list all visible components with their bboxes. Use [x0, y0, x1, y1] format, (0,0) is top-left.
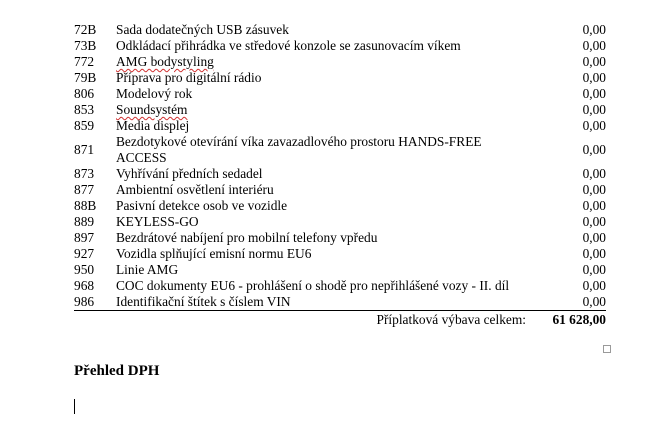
table-row	[74, 182, 606, 198]
option-price: 0,00	[582, 198, 606, 213]
option-code: 968	[74, 278, 95, 293]
option-price: 0,00	[582, 214, 606, 229]
spellcheck-word[interactable]: Soundsystém	[116, 102, 188, 117]
option-price: 0,00	[582, 230, 606, 245]
option-code: 79B	[74, 70, 97, 85]
option-price: 0,00	[582, 166, 606, 181]
option-price: 0,00	[582, 54, 606, 69]
text-cursor	[74, 399, 75, 414]
equipment-rows	[74, 22, 606, 328]
table-row	[74, 22, 606, 38]
table-row	[74, 86, 606, 102]
table-row	[74, 262, 606, 278]
option-description: Identifikační štítek s číslem VIN	[116, 294, 526, 311]
table-row	[74, 70, 606, 86]
option-code: 859	[74, 118, 95, 133]
table-row	[74, 198, 606, 214]
table-row	[74, 230, 606, 246]
table-row	[74, 246, 606, 262]
table-row	[74, 166, 606, 182]
option-price: 0,00	[582, 22, 606, 37]
option-code: 772	[74, 54, 95, 69]
table-row	[74, 134, 606, 166]
option-price: 0,00	[582, 70, 606, 85]
option-price: 0,00	[582, 182, 606, 197]
option-description: Sada dodatečných USB zásuvek	[116, 22, 289, 37]
option-code: 871	[74, 142, 95, 157]
option-description: Bezdotykové otevírání víka zavazadlového prostoru HANDS-FREE ACCESS	[116, 134, 482, 165]
option-description: Vozidla splňující emisní normu EU6	[116, 246, 312, 261]
option-code: 897	[74, 230, 95, 245]
option-code: 72B	[74, 22, 97, 37]
option-description: Bezdrátové nabíjení pro mobilní telefony vpředu	[116, 230, 378, 245]
option-code: 986	[74, 294, 116, 311]
option-description	[116, 54, 526, 70]
option-price: 0,00	[582, 246, 606, 261]
option-code: 889	[74, 214, 95, 229]
option-code: 873	[74, 166, 95, 181]
spellcheck-word[interactable]: AMG bodystyling	[116, 54, 214, 69]
table-row	[74, 294, 606, 311]
option-price: 0,00	[582, 102, 606, 117]
option-description: Ambientní osvětlení interiéru	[116, 182, 274, 197]
table-row	[74, 38, 606, 54]
option-price: 0,00	[582, 278, 606, 293]
section-heading: Přehled DPH	[74, 363, 160, 379]
option-description: KEYLESS-GO	[116, 214, 199, 229]
option-description: COC dokumenty EU6 - prohlášení o shodě pro nepřihlášené vozy - II. díl	[116, 278, 510, 293]
option-description: Linie AMG	[116, 262, 179, 277]
option-price: 0,00	[582, 262, 606, 277]
option-code: 853	[74, 102, 95, 117]
equipment-table	[74, 22, 606, 328]
table-row	[74, 118, 606, 134]
table-row	[74, 54, 606, 70]
option-description	[116, 102, 526, 118]
option-description: Modelový rok	[116, 86, 193, 101]
table-resize-handle[interactable]	[603, 345, 611, 353]
table-row	[74, 102, 606, 118]
option-price: 0,00	[582, 38, 606, 53]
option-price: 0,00	[526, 294, 606, 311]
option-code: 877	[74, 182, 95, 197]
total-value: 61 628,00	[552, 312, 606, 327]
option-code: 950	[74, 262, 95, 277]
option-price: 0,00	[582, 118, 606, 133]
total-label: Příplatková výbava celkem:	[376, 312, 526, 327]
table-row	[74, 214, 606, 230]
option-code: 927	[74, 246, 95, 261]
option-code: 73B	[74, 38, 97, 53]
table-row	[74, 278, 606, 294]
option-description: Příprava pro digitální rádio	[116, 70, 262, 85]
total-row	[74, 311, 606, 329]
option-description: Media displej	[116, 118, 190, 133]
option-description: Vyhřívání předních sedadel	[116, 166, 263, 181]
option-code: 88B	[74, 198, 97, 213]
option-price: 0,00	[582, 86, 606, 101]
option-description: Pasivní detekce osob ve vozidle	[116, 198, 288, 213]
option-description: Odkládací přihrádka ve středové konzole se zasunovacím víkem	[116, 38, 461, 53]
option-price: 0,00	[582, 142, 606, 157]
option-code: 806	[74, 86, 95, 101]
